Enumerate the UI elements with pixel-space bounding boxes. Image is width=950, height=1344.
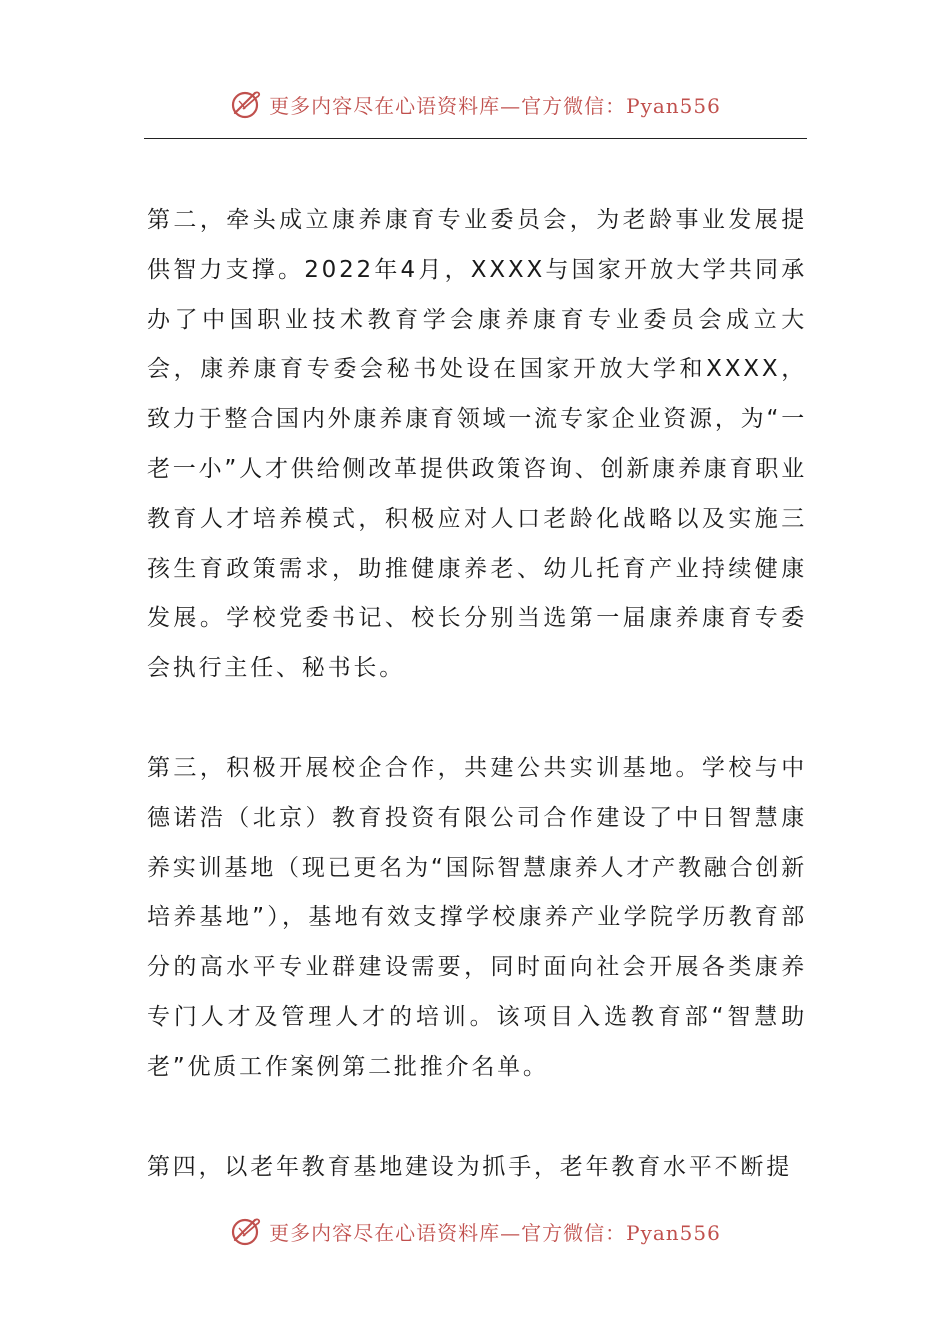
footer-watermark	[0, 1211, 950, 1251]
watermark-text: 更多内容尽在心语资料库—官方微信：Pyan556	[269, 1220, 721, 1245]
header-watermark	[0, 84, 950, 124]
document-body	[147, 196, 807, 1192]
header-divider	[144, 138, 807, 139]
paragraph-second: 第二，牵头成立康养康育专业委员会，为老龄事业发展提供智力支撑。2022年4月，XXXX与国家开放大学共同承办了中国职业技术教育学会康养康育专业委员会成立大会，康养康育专委会秘书处设在国家开放大学和XXXX，致力于整合国内外康养康育领域一流专家企业资源，为“一老一小”人才供给侧改革提供政策咨询、创新康养康育职业教育人才培养模式，积极应对人口老龄化战略以及实施三孩生育政策需求，助推健康养老、幼儿托育产业持续健康发展。学校党委书记、校长分别当选第一届康养康育专委会执行主任、秘书长。	[147, 207, 807, 682]
quill-pen-seal-icon	[229, 87, 263, 121]
quill-pen-seal-icon	[229, 1214, 263, 1248]
paragraph-fourth: 第四，以老年教育基地建设为抓手，老年教育水平不断提	[147, 1153, 792, 1180]
watermark-text: 更多内容尽在心语资料库—官方微信：Pyan556	[269, 93, 721, 118]
paragraph-third: 第三，积极开展校企合作，共建公共实训基地。学校与中德诺浩（北京）教育投资有限公司合作建设了中日智慧康养实训基地（现已更名为“国际智慧康养人才产教融合创新培养基地”），基地有效支撑学校康养产业学院学历教育部分的高水平专业群建设需要，同时面向社会开展各类康养专门人才及管理人才的培训。该项目入选教育部“智慧助老”优质工作案例第二批推介名单。	[147, 754, 807, 1080]
